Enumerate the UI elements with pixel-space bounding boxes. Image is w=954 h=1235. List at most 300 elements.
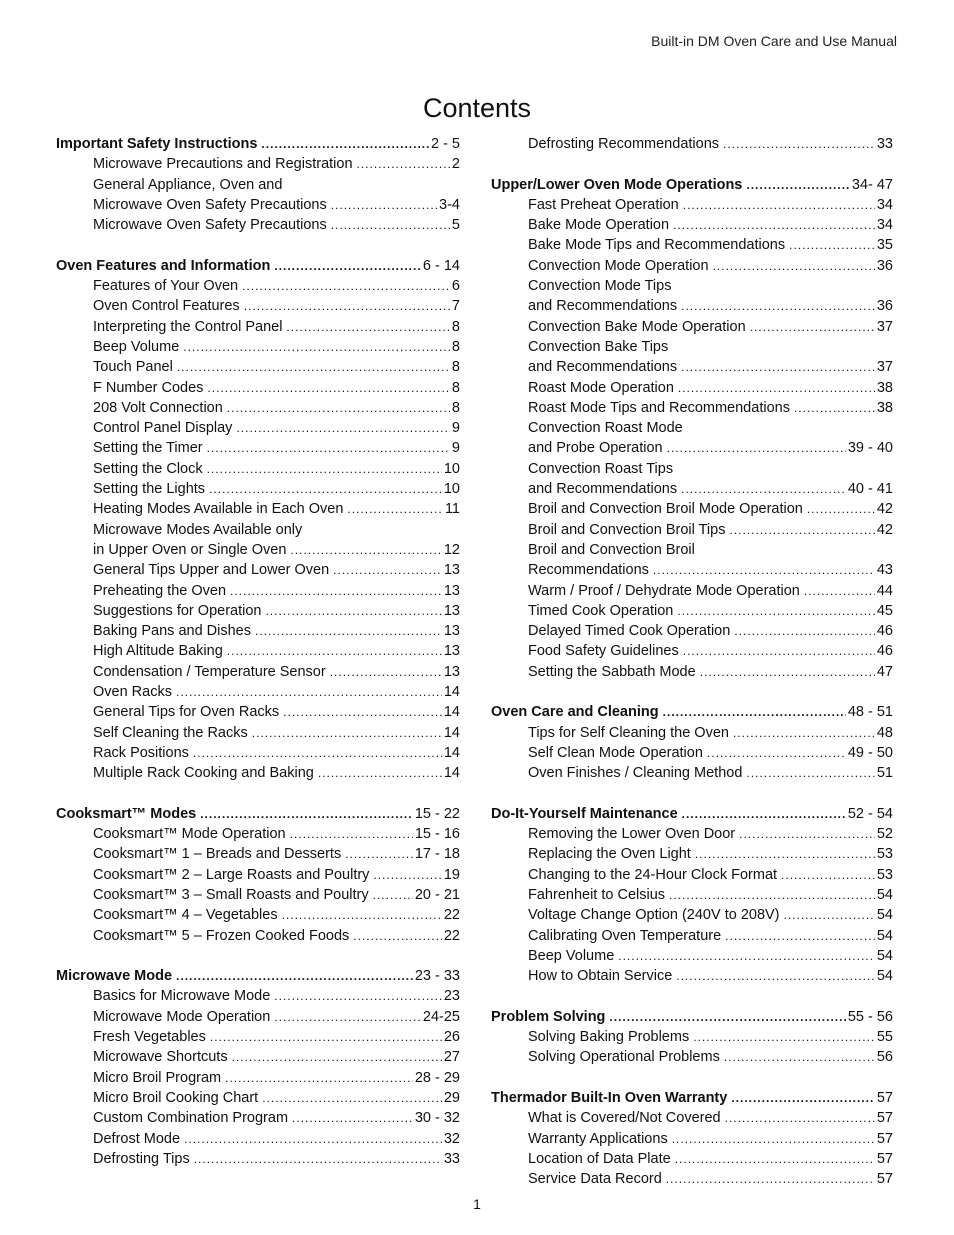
toc-left-column xyxy=(56,134,460,1169)
toc-entry-continued[interactable] xyxy=(491,459,893,479)
toc-entry[interactable] xyxy=(491,905,893,925)
toc-entry-title: Replacing the Oven Light xyxy=(528,846,691,863)
toc-entry[interactable] xyxy=(491,438,893,458)
toc-entry-title: Basics for Microwave Mode xyxy=(93,988,271,1005)
toc-entry-title: Oven Finishes / Cleaning Method xyxy=(528,765,743,782)
toc-page-number: 57 xyxy=(876,1171,893,1188)
dot-leader xyxy=(262,1088,442,1108)
toc-section-entry[interactable] xyxy=(56,134,460,154)
toc-page-number: 53 xyxy=(876,866,893,883)
toc-entry[interactable] xyxy=(491,1108,893,1128)
toc-entry[interactable] xyxy=(56,398,460,418)
toc-entry-title: Problem Solving xyxy=(491,1008,606,1025)
toc-page-number: 49 - 50 xyxy=(847,744,893,761)
toc-entry-title: Broil and Convection Broil Mode Operation xyxy=(528,501,803,518)
dot-leader xyxy=(283,702,442,722)
toc-page-number: 15 - 22 xyxy=(414,805,460,822)
toc-entry[interactable] xyxy=(56,581,460,601)
toc-entry[interactable] xyxy=(56,1088,460,1108)
toc-section-entry[interactable] xyxy=(56,966,460,986)
toc-entry-title: Setting the Timer xyxy=(93,440,203,457)
toc-entry-title: Cooksmart™ 4 – Vegetables xyxy=(93,907,278,924)
dot-leader xyxy=(373,865,441,885)
toc-entry[interactable] xyxy=(56,499,460,519)
toc-entry-title: General Tips for Oven Racks xyxy=(93,704,280,721)
section-spacer xyxy=(56,946,460,966)
toc-entry[interactable] xyxy=(491,479,893,499)
dot-leader xyxy=(804,581,875,601)
toc-page-number: 8 xyxy=(451,359,460,376)
toc-entry-title: Recommendations xyxy=(528,562,649,579)
toc-entry[interactable] xyxy=(56,215,460,235)
section-spacer xyxy=(491,1068,893,1088)
dot-leader xyxy=(227,641,442,661)
toc-page-number: 42 xyxy=(876,521,893,538)
toc-entry-title: Preheating the Oven xyxy=(93,582,227,599)
toc-entry[interactable] xyxy=(56,682,460,702)
toc-page-number: 8 xyxy=(451,318,460,335)
toc-entry[interactable] xyxy=(491,743,893,763)
toc-page-number: 14 xyxy=(443,704,460,721)
toc-entry-title: in Upper Oven or Single Oven xyxy=(93,541,287,558)
toc-entry-title: Calibrating Oven Temperature xyxy=(528,927,722,944)
toc-entry[interactable] xyxy=(491,560,893,580)
toc-page-number: 48 xyxy=(876,724,893,741)
toc-entry[interactable] xyxy=(491,520,893,540)
dot-leader xyxy=(184,1129,442,1149)
dot-leader xyxy=(274,1007,421,1027)
dot-leader xyxy=(274,256,421,276)
toc-entry[interactable] xyxy=(56,743,460,763)
dot-leader xyxy=(282,905,442,925)
dot-leader xyxy=(265,601,441,621)
toc-entry-title: Cooksmart™ 3 – Small Roasts and Poultry xyxy=(93,886,369,903)
toc-entry-title: Beep Volume xyxy=(93,338,180,355)
page-title: Contents xyxy=(422,93,532,123)
toc-right-column xyxy=(491,134,893,1189)
toc-entry[interactable] xyxy=(491,1169,893,1189)
toc-page-number: 26 xyxy=(443,1029,460,1046)
dot-leader xyxy=(357,154,450,174)
toc-entry[interactable] xyxy=(56,1007,460,1027)
toc-entry-title: How to Obtain Service xyxy=(528,968,673,985)
toc-page-number: 38 xyxy=(876,399,893,416)
toc-entry-title: Touch Panel xyxy=(93,359,173,376)
toc-entry-continued[interactable] xyxy=(56,175,460,195)
dot-leader xyxy=(653,560,875,580)
toc-page-number: 52 - 54 xyxy=(847,805,893,822)
dot-leader xyxy=(731,1088,875,1108)
dot-leader xyxy=(725,926,875,946)
toc-entry[interactable] xyxy=(491,398,893,418)
toc-page-number: 37 xyxy=(876,359,893,376)
dot-leader xyxy=(675,1149,875,1169)
toc-page-number: 3-4 xyxy=(439,196,460,213)
dot-leader xyxy=(707,743,846,763)
manual-title-header: Built-in DM Oven Care and Use Manual xyxy=(651,33,897,49)
toc-page-number: 37 xyxy=(876,318,893,335)
toc-section-entry[interactable] xyxy=(491,804,893,824)
toc-entry-title: Warm / Proof / Dehydrate Mode Operation xyxy=(528,582,800,599)
toc-entry-title: Cooksmart™ 2 – Large Roasts and Poultry xyxy=(93,866,370,883)
dot-leader xyxy=(252,723,442,743)
toc-page-number: 9 xyxy=(451,440,460,457)
toc-entry-title: Defrost Mode xyxy=(93,1130,181,1147)
toc-entry-title: Convection Bake Tips xyxy=(528,338,669,355)
toc-entry[interactable] xyxy=(56,1149,460,1169)
dot-leader xyxy=(750,317,875,337)
dot-leader xyxy=(207,378,450,398)
toc-entry[interactable] xyxy=(491,662,893,682)
toc-entry-title: Beep Volume xyxy=(528,947,615,964)
toc-entry-title: Oven Control Features xyxy=(93,298,240,315)
section-spacer xyxy=(491,986,893,1006)
dot-leader xyxy=(274,986,442,1006)
dot-leader xyxy=(794,398,875,418)
dot-leader xyxy=(286,317,450,337)
toc-entry[interactable] xyxy=(56,723,460,743)
toc-entry-title: 208 Volt Connection xyxy=(93,399,223,416)
toc-entry-title: Cooksmart™ Mode Operation xyxy=(93,826,286,843)
toc-page-number: 24-25 xyxy=(422,1008,460,1025)
toc-entry[interactable] xyxy=(491,256,893,276)
toc-page-number: 33 xyxy=(443,1150,460,1167)
toc-entry-title: and Probe Operation xyxy=(528,440,663,457)
toc-entry[interactable] xyxy=(56,418,460,438)
toc-entry[interactable] xyxy=(56,621,460,641)
toc-page-number: 22 xyxy=(443,927,460,944)
dot-leader xyxy=(227,398,450,418)
toc-entry-title: Convection Mode Operation xyxy=(528,257,709,274)
toc-page-number: 8 xyxy=(451,338,460,355)
toc-page-number: 43 xyxy=(876,562,893,579)
toc-entry[interactable] xyxy=(56,276,460,296)
toc-entry-title: Removing the Lower Oven Door xyxy=(528,826,736,843)
toc-entry[interactable] xyxy=(491,601,893,621)
toc-page-number: 7 xyxy=(451,298,460,315)
toc-entry[interactable] xyxy=(56,986,460,1006)
toc-page-number: 44 xyxy=(876,582,893,599)
toc-entry[interactable] xyxy=(491,865,893,885)
toc-entry-continued[interactable] xyxy=(56,520,460,540)
dot-leader xyxy=(290,540,441,560)
toc-page-number: 29 xyxy=(443,1089,460,1106)
section-spacer xyxy=(56,784,460,804)
toc-page-number: 28 - 29 xyxy=(414,1069,460,1086)
toc-entry[interactable] xyxy=(56,1027,460,1047)
toc-entry[interactable] xyxy=(491,763,893,783)
toc-entry-title: Microwave Oven Safety Precautions xyxy=(93,196,327,213)
toc-entry-title: Do-It-Yourself Maintenance xyxy=(491,805,678,822)
toc-page-number: 47 xyxy=(876,663,893,680)
toc-page-number: 14 xyxy=(443,744,460,761)
toc-entry-title: Food Safety Guidelines xyxy=(528,643,679,660)
toc-entry-title: Tips for Self Cleaning the Oven xyxy=(528,724,729,741)
page-number: 1 xyxy=(473,1196,481,1212)
toc-entry[interactable] xyxy=(491,378,893,398)
toc-entry[interactable] xyxy=(491,885,893,905)
toc-entry-title: Microwave Oven Safety Precautions xyxy=(93,217,327,234)
toc-entry-continued[interactable] xyxy=(491,540,893,560)
toc-page-number: 6 xyxy=(451,278,460,295)
toc-entry[interactable] xyxy=(491,1149,893,1169)
toc-entry-title: Microwave Mode xyxy=(56,968,173,985)
toc-page-number: 20 - 21 xyxy=(414,886,460,903)
toc-entry[interactable] xyxy=(56,378,460,398)
toc-entry[interactable] xyxy=(56,824,460,844)
toc-entry[interactable] xyxy=(56,560,460,580)
dot-leader xyxy=(681,479,846,499)
toc-page-number: 9 xyxy=(451,420,460,437)
toc-entry-title: Convection Mode Tips xyxy=(528,278,672,295)
toc-entry-title: Defrosting Tips xyxy=(93,1150,190,1167)
toc-entry[interactable] xyxy=(56,337,460,357)
toc-page-number: 12 xyxy=(443,541,460,558)
toc-page-number: 17 - 18 xyxy=(414,846,460,863)
dot-leader xyxy=(733,723,875,743)
toc-entry[interactable] xyxy=(491,641,893,661)
toc-section-entry[interactable] xyxy=(491,702,893,722)
toc-page-number: 14 xyxy=(443,765,460,782)
dot-leader xyxy=(193,743,442,763)
toc-page-number: 10 xyxy=(443,481,460,498)
dot-leader xyxy=(347,499,443,519)
dot-leader xyxy=(746,763,874,783)
toc-entry[interactable] xyxy=(491,723,893,743)
toc-entry-title: Broil and Convection Broil xyxy=(528,541,695,558)
toc-page-number: 8 xyxy=(451,379,460,396)
section-spacer xyxy=(491,154,893,174)
toc-entry-title: Convection Bake Mode Operation xyxy=(528,318,746,335)
toc-entry-title: High Altitude Baking xyxy=(93,643,223,660)
toc-entry-title: Cooksmart™ 1 – Breads and Desserts xyxy=(93,846,342,863)
toc-page-number: 52 xyxy=(876,826,893,843)
toc-entry-title: Broil and Convection Broil Tips xyxy=(528,521,726,538)
section-spacer xyxy=(491,682,893,702)
toc-page-number: 57 xyxy=(876,1130,893,1147)
toc-entry-title: Fresh Vegetables xyxy=(93,1029,206,1046)
toc-entry[interactable] xyxy=(56,479,460,499)
toc-entry[interactable] xyxy=(56,865,460,885)
toc-page-number: 51 xyxy=(876,765,893,782)
toc-page-number: 45 xyxy=(876,602,893,619)
toc-entry-title: Voltage Change Option (240V to 208V) xyxy=(528,907,780,924)
toc-entry-title: Upper/Lower Oven Mode Operations xyxy=(491,176,743,193)
dot-leader xyxy=(681,296,875,316)
toc-entry[interactable] xyxy=(56,926,460,946)
toc-entry[interactable] xyxy=(56,195,460,215)
dot-leader xyxy=(807,499,875,519)
toc-page-number: 13 xyxy=(443,582,460,599)
toc-entry-continued[interactable] xyxy=(491,337,893,357)
toc-page-number: 10 xyxy=(443,460,460,477)
toc-entry[interactable] xyxy=(56,885,460,905)
toc-page-number: 35 xyxy=(876,237,893,254)
toc-entry-title: Interpreting the Control Panel xyxy=(93,318,283,335)
toc-entry[interactable] xyxy=(491,317,893,337)
toc-entry-title: Microwave Modes Available only xyxy=(93,521,303,538)
dot-leader xyxy=(683,641,875,661)
dot-leader xyxy=(618,946,875,966)
toc-section-entry[interactable] xyxy=(56,256,460,276)
toc-section-entry[interactable] xyxy=(56,804,460,824)
toc-page-number: 46 xyxy=(876,643,893,660)
toc-entry-title: Microwave Shortcuts xyxy=(93,1049,228,1066)
toc-entry-title: and Recommendations xyxy=(528,481,678,498)
toc-entry[interactable] xyxy=(56,357,460,377)
toc-entry[interactable] xyxy=(56,317,460,337)
toc-entry[interactable] xyxy=(491,621,893,641)
toc-entry[interactable] xyxy=(56,438,460,458)
toc-page-number: 34 xyxy=(876,196,893,213)
toc-entry-title: Fast Preheat Operation xyxy=(528,196,679,213)
toc-section-entry[interactable] xyxy=(491,1007,893,1027)
toc-entry-title: Oven Racks xyxy=(93,684,172,701)
toc-page-number: 54 xyxy=(876,947,893,964)
toc-entry[interactable] xyxy=(56,905,460,925)
dot-leader xyxy=(693,1027,875,1047)
toc-entry-title: Fahrenheit to Celsius xyxy=(528,886,666,903)
toc-entry[interactable] xyxy=(56,702,460,722)
dot-leader xyxy=(177,357,450,377)
toc-page-number: 23 - 33 xyxy=(414,968,460,985)
toc-page-number: 56 xyxy=(876,1049,893,1066)
toc-page-number: 34- 47 xyxy=(851,176,893,193)
toc-entry[interactable] xyxy=(491,926,893,946)
dot-leader xyxy=(669,885,875,905)
dot-leader xyxy=(353,926,442,946)
toc-section-entry[interactable] xyxy=(491,175,893,195)
toc-entry[interactable] xyxy=(491,581,893,601)
toc-entry[interactable] xyxy=(491,215,893,235)
toc-page-number: 40 - 41 xyxy=(847,481,893,498)
toc-entry[interactable] xyxy=(56,763,460,783)
toc-page-number: 32 xyxy=(443,1130,460,1147)
toc-entry-title: Warranty Applications xyxy=(528,1130,668,1147)
toc-entry[interactable] xyxy=(56,662,460,682)
toc-entry[interactable] xyxy=(491,357,893,377)
toc-entry-continued[interactable] xyxy=(491,418,893,438)
toc-entry[interactable] xyxy=(56,296,460,316)
toc-page-number: 57 xyxy=(876,1110,893,1127)
toc-entry-title: Micro Broil Cooking Chart xyxy=(93,1089,259,1106)
toc-page-number: 48 - 51 xyxy=(847,704,893,721)
toc-entry[interactable] xyxy=(491,235,893,255)
toc-page-number: 42 xyxy=(876,501,893,518)
toc-entry-title: Location of Data Plate xyxy=(528,1150,671,1167)
dot-leader xyxy=(695,844,875,864)
toc-entry-title: F Number Codes xyxy=(93,379,204,396)
toc-entry[interactable] xyxy=(56,1047,460,1067)
toc-entry-title: Changing to the 24-Hour Clock Format xyxy=(528,866,778,883)
dot-leader xyxy=(176,682,442,702)
dot-leader xyxy=(725,1108,875,1128)
toc-entry-title: Micro Broil Program xyxy=(93,1069,222,1086)
toc-page-number: 54 xyxy=(876,968,893,985)
toc-entry-title: Solving Operational Problems xyxy=(528,1049,720,1066)
toc-entry-title: Oven Features and Information xyxy=(56,257,271,274)
dot-leader xyxy=(663,702,846,722)
toc-entry[interactable] xyxy=(491,499,893,519)
toc-page-number: 34 xyxy=(876,217,893,234)
dot-leader xyxy=(678,378,875,398)
dot-leader xyxy=(261,134,429,154)
toc-entry-title: Self Clean Mode Operation xyxy=(528,744,703,761)
toc-entry[interactable] xyxy=(491,195,893,215)
toc-page-number: 14 xyxy=(443,684,460,701)
dot-leader xyxy=(729,520,874,540)
toc-page-number: 38 xyxy=(876,379,893,396)
section-spacer xyxy=(56,235,460,255)
dot-leader xyxy=(200,804,413,824)
toc-entry[interactable] xyxy=(56,601,460,621)
toc-entry[interactable] xyxy=(56,641,460,661)
toc-page-number: 53 xyxy=(876,846,893,863)
toc-entry-title: Setting the Sabbath Mode xyxy=(528,663,696,680)
dot-leader xyxy=(673,215,875,235)
toc-page-number: 57 xyxy=(876,1089,893,1106)
toc-entry[interactable] xyxy=(491,966,893,986)
toc-page-number: 23 xyxy=(443,988,460,1005)
dot-leader xyxy=(183,337,450,357)
toc-entry[interactable] xyxy=(56,1068,460,1088)
toc-entry[interactable] xyxy=(491,844,893,864)
toc-entry[interactable] xyxy=(56,154,460,174)
toc-entry[interactable] xyxy=(491,946,893,966)
toc-entry[interactable] xyxy=(56,540,460,560)
dot-leader xyxy=(700,662,875,682)
toc-entry-title: Self Cleaning the Racks xyxy=(93,724,248,741)
toc-entry[interactable] xyxy=(56,459,460,479)
toc-entry[interactable] xyxy=(491,134,893,154)
toc-page-number: 15 - 16 xyxy=(414,826,460,843)
section-spacer xyxy=(491,784,893,804)
toc-entry[interactable] xyxy=(491,1027,893,1047)
toc-entry[interactable] xyxy=(56,1129,460,1149)
toc-page-number: 19 xyxy=(443,866,460,883)
dot-leader xyxy=(672,1129,875,1149)
toc-entry-title: Heating Modes Available in Each Oven xyxy=(93,501,344,518)
toc-entry[interactable] xyxy=(491,1047,893,1067)
toc-entry-title: Custom Combination Program xyxy=(93,1110,289,1127)
toc-entry[interactable] xyxy=(491,296,893,316)
toc-entry-continued[interactable] xyxy=(491,276,893,296)
dot-leader xyxy=(244,296,450,316)
toc-entry-title: Convection Roast Tips xyxy=(528,460,674,477)
dot-leader xyxy=(207,438,450,458)
toc-page-number: 11 xyxy=(444,501,460,518)
toc-section-entry[interactable] xyxy=(491,1088,893,1108)
dot-leader xyxy=(723,134,875,154)
dot-leader xyxy=(210,1027,442,1047)
toc-entry-title: Setting the Lights xyxy=(93,481,206,498)
toc-page-number: 22 xyxy=(443,907,460,924)
toc-entry-title: Microwave Mode Operation xyxy=(93,1008,271,1025)
dot-leader xyxy=(242,276,450,296)
dot-leader xyxy=(734,621,875,641)
toc-entry[interactable] xyxy=(56,844,460,864)
toc-entry[interactable] xyxy=(491,1129,893,1149)
toc-entry-title: What is Covered/Not Covered xyxy=(528,1110,721,1127)
dot-leader xyxy=(373,885,413,905)
toc-entry[interactable] xyxy=(56,1108,460,1128)
toc-entry-title: Rack Positions xyxy=(93,744,189,761)
dot-leader xyxy=(209,479,442,499)
toc-entry[interactable] xyxy=(491,824,893,844)
dot-leader xyxy=(255,621,442,641)
toc-page-number: 54 xyxy=(876,907,893,924)
toc-entry-title: Service Data Record xyxy=(528,1171,662,1188)
